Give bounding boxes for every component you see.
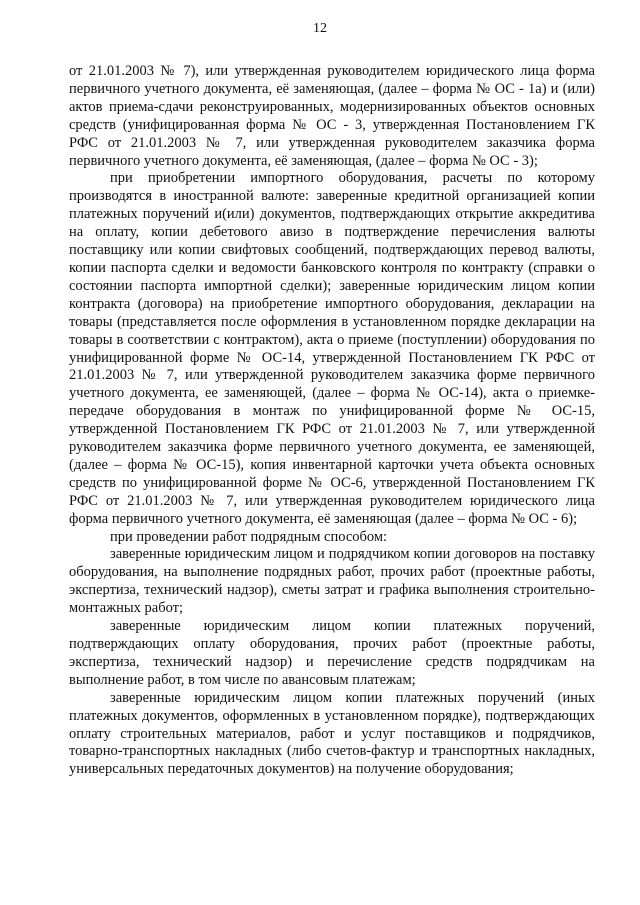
paragraph-2: при приобретении импортного оборудования, расчеты по которому производятся в иностранной валюте: заверенные кредитной организацией копии платежных поручений и(или) документов, подтверждающих открытие аккредитива на оплату, копии дебетового авизо в подтверждение перечисления валюты поставщику или копии свифтовых сообщений, подтверждающих перевод валюты, копии паспорта сделки и ведомости банковского контроля по контракту (справки о состоянии паспорта импортной сделки); заверенные юридическим лицом копии контракта (договора) на приобретение импортного оборудования, декларации на товары (представляется после оформления в установленном порядке декларации на товары в соответствии с контрактом), акта о приеме (поступлении) оборудования по унифицированной форме № ОС-14, утвержденной Постановлением ГК РФС от 21.01.2003 № 7, или утвержденной руководителем заказчика форме первичного учетного документа, ее заменяющей, (далее – форма № ОС-14), акта о приемке-передаче оборудования в монтаж по унифицированной форме № ОС-15, утвержденной Постановлением ГК РФС от 21.01.2003 № 7, или утвержденной руководителем заказчика форме первичного учетного документа, ее заменяющей, (далее – форма № ОС-15), копия инвентарной карточки учета объекта основных средств по унифицированной форме № ОС-6, утвержденной Постановлением ГК РФС от 21.01.2003 № 7, или утвержденная руководителем юридического лица форма первичного учетного документа, её заменяющая (далее – форма № ОС - 6); (69, 170, 595, 527)
paragraph-3: при проведении работ подрядным способом: (110, 528, 388, 545)
paragraph-1: от 21.01.2003 № 7), или утвержденная руководителем юридического лица форма первичного учетного документа, её заменяющая, (далее – форма № ОС - 1а) и (или) актов приема-сдачи реконструированных, модернизированных объектов основных средств (унифицированная форма № ОС - 3, утвержденная Постановлением ГК РФС от 21.01.2003 № 7, или утвержденная руководителем заказчика форма первичного учетного документа, её заменяющая, (далее – форма № ОС - 3); (69, 63, 595, 169)
paragraph-4: заверенные юридическим лицом и подрядчиком копии договоров на поставку оборудования, на выполнение подрядных работ, прочих работ (проектные работы, экспертиза, технический надзор), сметы затрат и графика выполнения строительно-монтажных работ; (69, 546, 595, 617)
paragraph-5: заверенные юридическим лицом копии платежных поручений, подтверждающих оплату оборудования, прочих работ (проектные работы, экспертиза, технический надзор) и перечисление средств подрядчикам на выполнение работ, в том числе по авансовым платежам; (69, 618, 595, 688)
document-body (69, 63, 595, 779)
paragraph-6: заверенные юридическим лицом копии платежных поручений (иных платежных документов, оформленных в установленном порядке), подтверждающих оплату строительных материалов, работ и услуг поставщиков и подрядчиков, товарно-транспортных накладных (либо счетов-фактур и транспортных накладных, универсальных передаточных документов) на получение оборудования; (69, 689, 595, 778)
page-number: 12 (313, 21, 327, 36)
